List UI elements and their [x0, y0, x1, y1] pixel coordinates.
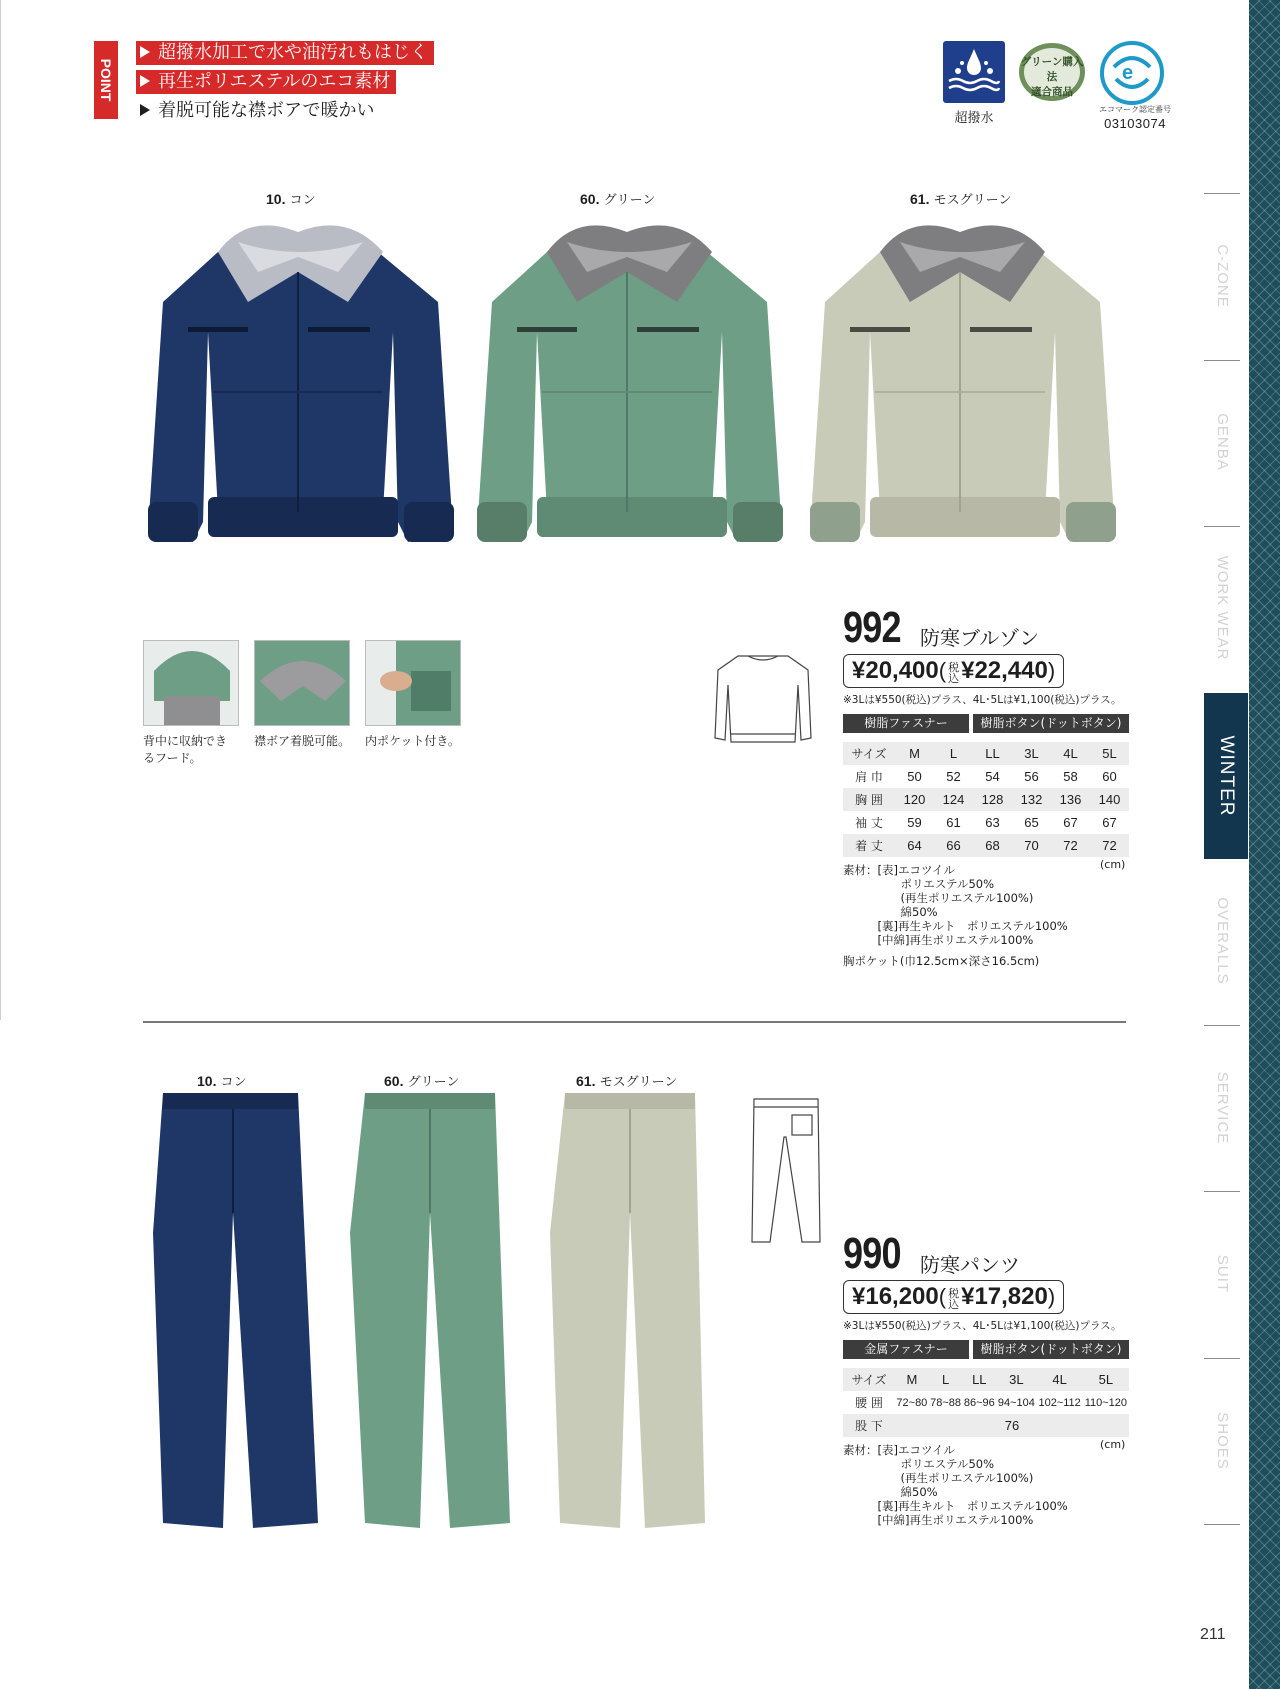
- jacket-navy-image: [148, 212, 454, 566]
- detail-caption: 内ポケット付き。: [365, 734, 460, 748]
- pants-navy-image: [148, 1093, 318, 1537]
- jacket-color-navy-label: 10. コン: [266, 191, 316, 208]
- detail-hood-photo: [143, 640, 239, 726]
- nav-item-service[interactable]: SERVICE: [1214, 1071, 1231, 1145]
- jacket-back-line-drawing: [713, 650, 813, 754]
- detail-caption: 襟ボア着脱可能。: [254, 734, 351, 748]
- table-row: サイズ M L LL 3L 4L 5L: [843, 1368, 1129, 1391]
- pants-price: ¥16,200( 税 込¥17,820): [843, 1280, 1064, 1314]
- detail-inner-pocket-photo: [365, 640, 461, 726]
- pants-spec-tag: 金属ファスナー: [843, 1340, 969, 1359]
- decorative-strip: [1249, 0, 1280, 1689]
- jacket-spec-tag: 樹脂ボタン(ドットボタン): [973, 714, 1129, 733]
- jacket-material: 素材：[表]エコツイル ポリエステル50% (再生ポリエステル100%) 綿50% [裏]再生キルト ポリエステル100% [中綿]再生ポリエステル100%: [843, 863, 1068, 947]
- table-row: サイズ M L LL 3L 4L 5L: [843, 742, 1129, 765]
- nav-item-work-wear[interactable]: WORK WEAR: [1214, 555, 1231, 661]
- nav-divider: [1204, 1524, 1240, 1525]
- pants-green-image: [345, 1093, 515, 1537]
- jacket-size-table: [843, 742, 1129, 857]
- nav-item-c-zone[interactable]: C-ZONE: [1214, 244, 1231, 308]
- jacket-price: ¥20,400( 税 込¥22,440): [843, 654, 1064, 688]
- pants-color-navy-label: 10. コン: [197, 1073, 247, 1090]
- nav-item-genba[interactable]: GENBA: [1214, 413, 1231, 471]
- jacket-product-number: 992: [843, 603, 901, 652]
- arrow-icon: [140, 104, 150, 116]
- nav-item-suit[interactable]: SUIT: [1214, 1254, 1231, 1294]
- detail-collar-photo: [254, 640, 350, 726]
- jacket-color-green-label: 60. グリーン: [580, 191, 656, 208]
- table-row: 袖 丈 59 61 63 65 67 67: [855, 815, 1117, 830]
- green-purchase-text: グリーン購入法 適合商品: [1020, 56, 1084, 98]
- section-divider: [143, 1021, 1126, 1023]
- jacket-unit: (cm): [1100, 858, 1126, 871]
- point-tag-label: POINT: [98, 58, 114, 102]
- jacket-moss-image: [810, 212, 1116, 566]
- svg-text:e: e: [1122, 62, 1134, 84]
- left-rule: [0, 0, 1, 1020]
- nav-item-shoes[interactable]: SHOES: [1214, 1412, 1231, 1470]
- pants-spec-tag: 樹脂ボタン(ドットボタン): [973, 1340, 1129, 1359]
- arrow-icon: [140, 75, 150, 87]
- nav-item-overalls[interactable]: OVERALLS: [1214, 897, 1231, 985]
- pants-unit: (cm): [1100, 1438, 1126, 1451]
- pants-color-green-label: 60. グリーン: [384, 1073, 460, 1090]
- table-row: 胸 囲 120 124 128 132 136 140: [843, 788, 1129, 811]
- jacket-pocket-size: 胸ポケット(巾12.5cm×深さ16.5cm): [843, 954, 1040, 968]
- eco-mark-icon: [1100, 41, 1164, 105]
- page-number: 211: [1200, 1626, 1226, 1643]
- point-tag: [94, 41, 118, 119]
- eco-number: 03103074: [1104, 116, 1166, 131]
- jacket-product-name: 防寒ブルゾン: [920, 626, 1040, 650]
- nav-item-winter[interactable]: [1204, 693, 1248, 859]
- pants-material: 素材：[表]エコツイル ポリエステル50% (再生ポリエステル100%) 綿50% [裏]再生キルト ポリエステル100% [中綿]再生ポリエステル100%: [843, 1443, 1068, 1527]
- point-item: [136, 41, 434, 65]
- pants-moss-image: [545, 1093, 715, 1537]
- point-text: 着脱可能な襟ボアで暖かい: [158, 100, 375, 121]
- jacket-green-image: [477, 212, 783, 566]
- pants-back-line-drawing: [750, 1097, 822, 1249]
- nav-item-winter-label: WINTER: [1216, 735, 1237, 817]
- pants-product-number: 990: [843, 1229, 901, 1278]
- arrow-icon: [140, 46, 150, 58]
- jacket-price-note: ※3Lは¥550(税込)プラス、4L･5Lは¥1,100(税込)プラス。: [843, 694, 1122, 706]
- table-row: 肩 巾 50 52 54 56 58 60: [855, 769, 1117, 784]
- jacket-spec-tag: 樹脂ファスナー: [843, 714, 969, 733]
- table-row: 股 下 76: [843, 1414, 1129, 1437]
- table-row: 着 丈 64 66 68 70 72 72: [843, 834, 1129, 857]
- pants-product-name: 防寒パンツ: [920, 1253, 1020, 1277]
- water-repellent-icon: [943, 41, 1005, 103]
- point-item: [136, 70, 396, 94]
- point-text: 再生ポリエステルのエコ素材: [158, 71, 391, 92]
- pants-size-table: [843, 1368, 1129, 1437]
- green-purchase-badge: [1017, 41, 1087, 103]
- pants-color-moss-label: 61. モスグリーン: [576, 1073, 678, 1090]
- jacket-color-moss-label: 61. モスグリーン: [910, 191, 1012, 208]
- point-text: 超撥水加工で水や油汚れもはじく: [158, 42, 428, 63]
- repellent-caption: 超撥水: [954, 111, 994, 126]
- pants-price-note: ※3Lは¥550(税込)プラス、4L･5Lは¥1,100(税込)プラス。: [843, 1320, 1122, 1332]
- table-row: 腰 囲 72~80 78~88 86~96 94~104 102~112 110~120: [855, 1396, 1128, 1410]
- eco-caption: エコマーク認定番号: [1099, 105, 1171, 114]
- point-item: [136, 99, 381, 123]
- detail-caption: 背中に収納でき るフード。: [143, 734, 228, 765]
